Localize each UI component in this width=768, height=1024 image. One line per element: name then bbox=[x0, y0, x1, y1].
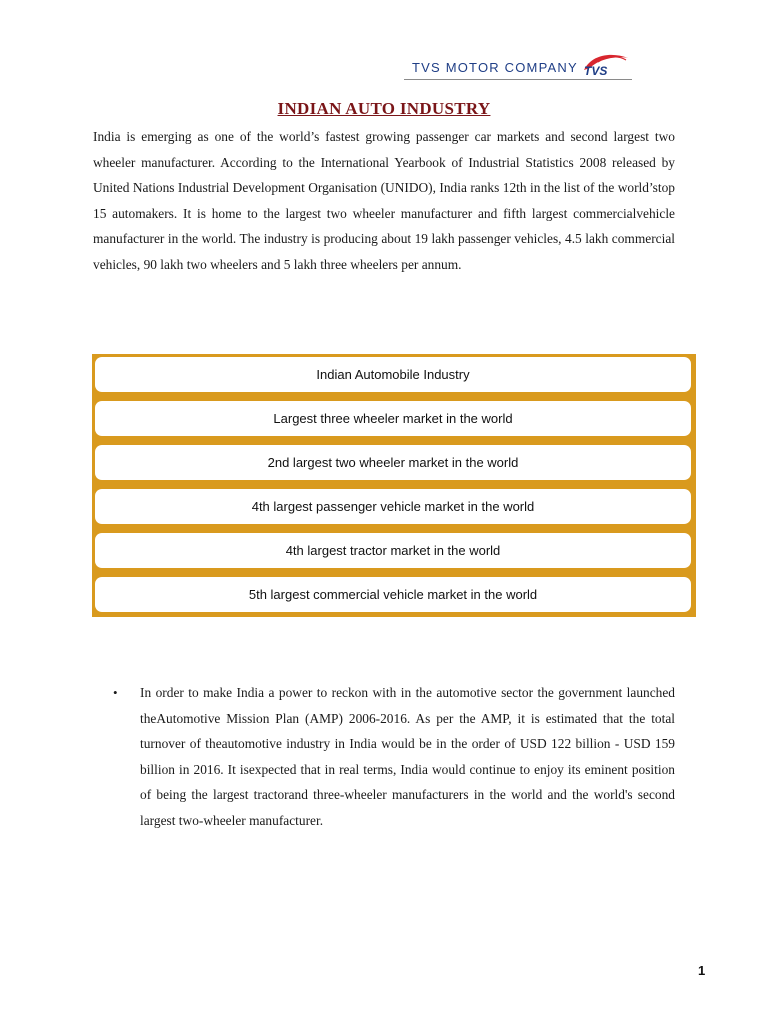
tvs-logo bbox=[578, 52, 632, 78]
ranking-item-two-wheeler: 2nd largest two wheeler market in the world bbox=[95, 445, 691, 480]
page-number: 1 bbox=[698, 963, 706, 978]
ranking-diagram bbox=[92, 354, 696, 617]
bullet-marker: • bbox=[113, 685, 118, 700]
header-divider bbox=[404, 79, 632, 80]
page-title: INDIAN AUTO INDUSTRY bbox=[277, 99, 491, 119]
intro-paragraph: India is emerging as one of the world’s fastest growing passenger car markets and second largest two wheeler manufacturer. According to the International Yearbook of Industrial Statistics 2008 released by United Nations Industrial Development Organisation (UNIDO), India ranks 12th in the list of the world’stop 15 automakers. It is home to the largest two wheeler manufacturer and fifth largest commercialvehicle manufacturer in the world. The industry is producing about 19 lakh passenger vehicles, 4.5 lakh commercial vehicles, 90 lakh two wheelers and 5 lakh three wheelers per annum. bbox=[93, 129, 675, 272]
company-header bbox=[408, 52, 632, 82]
ranking-item-passenger-vehicle: 4th largest passenger vehicle market in the world bbox=[95, 489, 691, 524]
list-item bbox=[113, 680, 675, 834]
logo-text: TVS bbox=[584, 64, 608, 78]
ranking-item-tractor: 4th largest tractor market in the world bbox=[95, 533, 691, 568]
company-name: TVS MOTOR COMPANY bbox=[412, 60, 578, 75]
ranking-item-header: Indian Automobile Industry bbox=[95, 357, 691, 392]
bullet-text: In order to make India a power to reckon with in the automotive sector the government launched theAutomotive Mission Plan (AMP) 2006-2016. As per the AMP, it is estimated that the total turnover of theautomotive industry in India would be in the order of USD 122 billion - USD 159 billion in 2016. It isexpected that in real terms, India would continue to enjoy its eminent position of being the largest tractorand three-wheeler manufacturers in the world and the world's second largest two-wheeler manufacturer. bbox=[140, 685, 675, 828]
ranking-item-three-wheeler: Largest three wheeler market in the world bbox=[95, 401, 691, 436]
ranking-item-commercial-vehicle: 5th largest commercial vehicle market in the world bbox=[95, 577, 691, 612]
bullet-list bbox=[113, 680, 675, 834]
